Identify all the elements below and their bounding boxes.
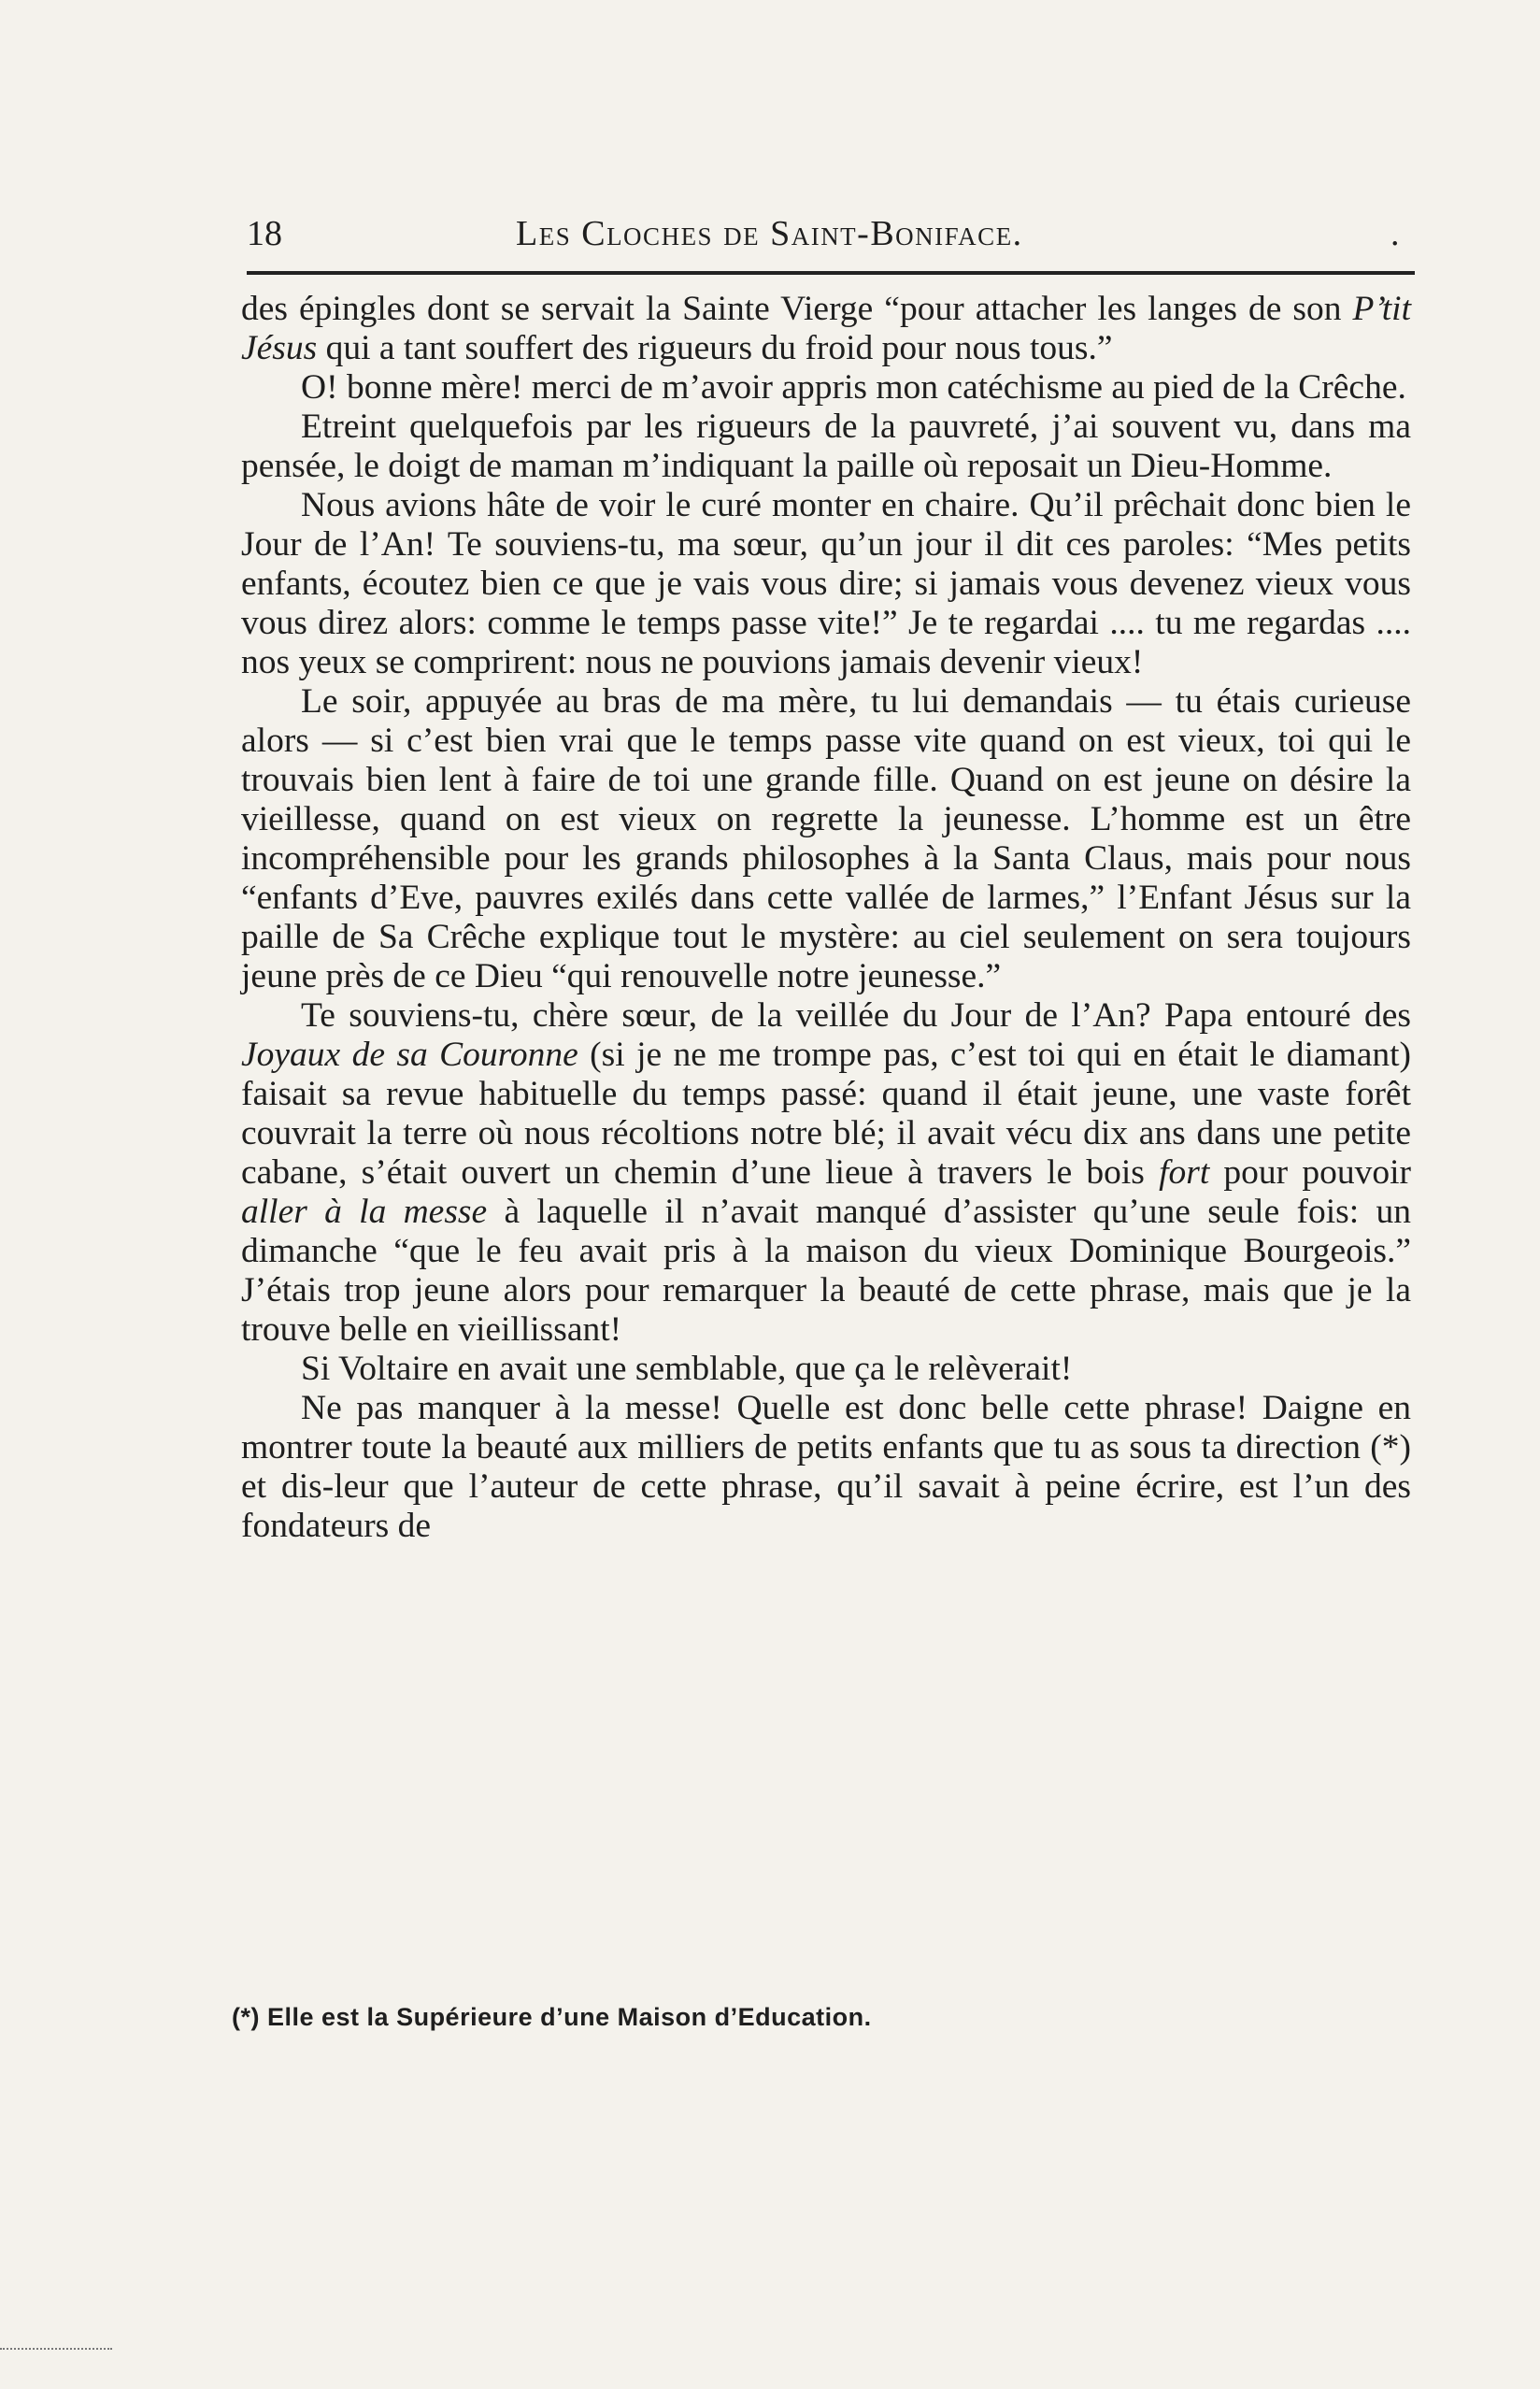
italic-text: P’tit Jésus — [241, 290, 1411, 367]
paragraph — [241, 290, 1411, 368]
text-run: Nous avions hâte de voir le curé monter en chaire. Qu’il prêchait donc bien le Jour de l’An! Te souviens-tu, ma sœur, qu’un jour il dit ces paroles: “Mes petits enfants, écoutez bien ce que je vais vous dire; si jamais vous devenez vieux vous vous direz alors: comme le temps passe vite!” Je te regardai .... tu me regardas .... nos yeux se comprirent: nous ne pouvions jamais devenir vieux! — [241, 486, 1411, 681]
text-run: pour pouvoir — [1209, 1153, 1411, 1192]
paragraph — [241, 408, 1411, 486]
header-dot: . — [1390, 214, 1400, 253]
paragraph — [241, 1350, 1411, 1389]
italic-text: aller à la messe — [241, 1193, 488, 1231]
scan-mark — [0, 2348, 112, 2350]
running-head: Les Cloches de Saint-Boniface. — [516, 214, 1023, 253]
body-text — [241, 290, 1411, 1546]
text-run: qui a tant souffert des rigueurs du froid pour nous tous.” — [317, 329, 1113, 367]
text-run: (si je ne me trompe pas, c’est toi qui en était le diamant) faisait sa revue habituelle du temps passé: quand il était jeune, une vaste forêt couvrait la terre où nous récoltions notre blé; il avait vécu dix ans dans une petite cabane, s’était ouvert un chemin d’une lieue à travers le bois — [241, 1036, 1412, 1192]
text-run: des épingles dont se servait la Sainte Vierge “pour attacher les langes de son — [241, 290, 1353, 328]
paragraph — [241, 486, 1411, 682]
header-rule — [247, 271, 1415, 275]
text-run: O! bonne mère! merci de m’avoir appris mon catéchisme au pied de la Crêche. — [301, 368, 1406, 407]
footnote: (*) Elle est la Supérieure d’une Maison d’Education. — [232, 2003, 872, 2031]
paragraph — [241, 368, 1411, 408]
page-header — [245, 206, 1415, 262]
text-run: à laquelle il n’avait manqué d’assister qu’une seule fois: un dimanche “que le feu avait pris à la maison du vieux Dominique Bourgeois.” J’étais trop jeune alors pour remarquer la beauté de cette phrase, mais que je la trouve belle en vieillissant! — [241, 1193, 1411, 1349]
paragraph — [241, 1389, 1411, 1546]
text-run: Ne pas manquer à la messe! Quelle est donc belle cette phrase! Daigne en montrer toute la beauté aux milliers de petits enfants que tu as sous ta direction (*) et dis-leur que l’auteur de cette phrase, qu’il savait à peine écrire, est l’un des fondateurs de — [241, 1389, 1411, 1545]
text-run: Le soir, appuyée au bras de ma mère, tu lui demandais — tu étais curieuse alors — si c’est bien vrai que le temps passe vite quand on est vieux, toi qui le trouvais bien lent à faire de toi une grande fille. Quand on est jeune on désire la vieillesse, quand on est vieux on regrette la jeunesse. L’homme est un être incompréhensible pour les grands philosophes à la Santa Claus, mais pour nous “enfants d’Eve, pauvres exilés dans cette vallée de larmes,” l’Enfant Jésus sur la paille de Sa Crêche explique tout le mystère: au ciel seulement on sera toujours jeune près de ce Dieu “qui renouvelle notre jeunesse.” — [241, 682, 1411, 995]
text-run: Etreint quelquefois par les rigueurs de la pauvreté, j’ai souvent vu, dans ma pensée, le doigt de maman m’indiquant la paille où reposait un Dieu-Homme. — [241, 408, 1411, 485]
italic-text: fort — [1159, 1153, 1210, 1192]
page-number: 18 — [247, 214, 282, 253]
paragraph — [241, 996, 1411, 1350]
paragraph — [241, 682, 1411, 996]
italic-text: Joyaux de sa Couronne — [241, 1036, 578, 1074]
text-run: Te souviens-tu, chère sœur, de la veillée du Jour de l’An? Papa entouré des — [301, 996, 1411, 1035]
text-run: Si Voltaire en avait une semblable, que ça le relèverait! — [301, 1350, 1073, 1388]
